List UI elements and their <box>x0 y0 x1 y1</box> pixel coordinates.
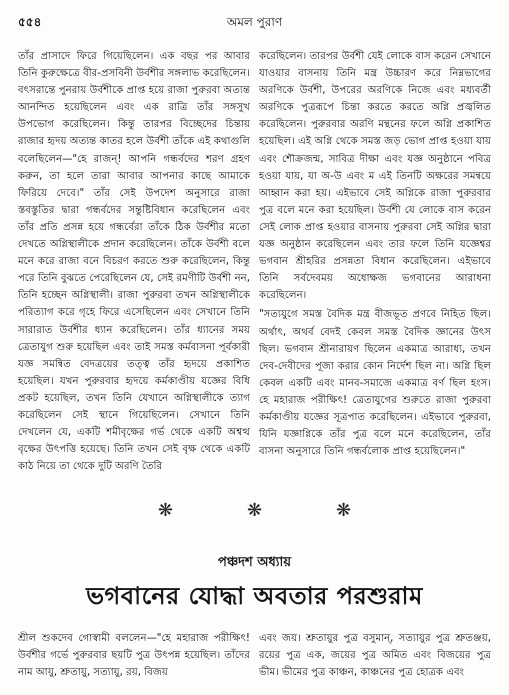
chapter-text-columns <box>18 630 491 690</box>
running-title: অমল পুরাণ <box>226 15 283 29</box>
right-column-paragraph-1: করেছিলেন। তারপর উর্বশী যেই লোকে বাস করেন সেখানে যাওয়ার বাসনায় তিনি মন্ত্র উচ্চারণ করে নিম্নভাগের অরণিকে উর্বশী, উপরের অরণিকে নিজে এবং মধ্যবর্তী অরণিকে পুত্ররূপে চিন্তা করতে করতে অগ্নি প্রজ্বলিত করেছিলেন। পুরুরবার অরণি মন্থনের ফলে অগ্নি প্রকাশিত হয়েছিল। এই অগ্নি থেকে সমস্ত জড় ভোগ প্রাপ্ত হওয়া যায় এবং শৌক্রজন্ম, সাবিত্র দীক্ষা এবং যজ্ঞ অনুষ্ঠানে পবিত্র হওয়া যায়, যা অ-উ এবং ম এই তিনটি অক্ষরের সমন্বয়ে আহ্বান করা হয়। এইভাবে সেই অগ্নিকে রাজা পুরুরবার পুত্র বলে মনে করা হয়েছিল। উর্বশী যে লোকে বাস করেন সেই লোক প্রাপ্ত হওয়ার বাসনায় পুরুরবা সেই অগ্নির দ্বারা যজ্ঞ অনুষ্ঠান করেছিলেন এবং তার ফলে তিনি যজ্ঞেশ্বর ভগবান শ্রীহরির প্রসন্নতা বিধান করেছিলেন। এইভাবে তিনি সর্বদেবময় অধোক্ষজ ভগবানের আরাধনা করেছিলেন। <box>259 51 491 302</box>
left-column-text: তাঁর প্রাসাদে ফিরে গিয়েছিলেন। এক বছর পর আবার তিনি কুরুক্ষেত্রে বীর-প্রসবিনী উর্বশীর সঙ্গলাভ করেছিলেন। বৎসরান্তে পুনরায় উর্বশীকে প্রাপ্ত হয়ে রাজা পুরুরবা অত্যন্ত আনন্দিত হয়েছিলেন এবং এক রাত্রি তাঁর সঙ্গসুখ উপভোগ করেছিলেন। কিন্তু তারপর বিচ্ছেদের চিন্তায় রাজার হৃদয় অত্যন্ত কাতর হলে উর্বশী তাঁকে এই কথাগুলি বলেছিলেন—"হে রাজন্! আপনি গন্ধর্বদের শরণ গ্রহণ করুন, তা হলে তারা আবার আপনার কাছে আমাকে ফিরিয়ে দেবে।" তাঁর সেই উপদেশ অনুসারে রাজা স্তবস্তুতির দ্বারা গন্ধর্বদের সন্তুষ্টিবিধান করেছিলেন এবং তাঁর প্রতি প্রসন্ন হয়ে গন্ধর্বেরা তাঁকে ঠিক উর্বশীর মতো দেখতে অগ্নিস্থালীকে প্রদান করেছিলেন। তাঁকে উর্বশী বলে মনে করে রাজা বনে বিচরণ করতে শুরু করেছিলেন, কিন্তু পরে তিনি বুঝতে পেরেছিলেন যে, সেই রমণীটি উর্বশী নন, তিনি হচ্ছেন অগ্নিস্থালী। রাজা পুরুরবা তখন অগ্নিস্থালীকে পরিত্যাগ করে গৃহে ফিরে এসেছিলেন এবং সেখানে তিনি সারারাত উর্বশীর ধ্যান করেছিলেন। তাঁর ধ্যানের সময় ত্রেতাযুগ শুরু হয়েছিল এবং তাই সমস্ত কর্মবাসনা পূর্বকারী যজ্ঞ সমন্বিত বেদত্রয়ের তত্ত্ব তাঁর হৃদয়ে প্রকাশিত হয়েছিল। যখন পুরুরবার হৃদয়ে কর্মকাণ্ডীয় যজ্ঞের বিধি প্রকট হয়েছিল, তখন তিনি যেখানে অগ্নিস্থালীকে ত্যাগ করেছিলেন সেই স্থানে গিয়েছিলেন। সেখানে তিনি দেখলেন যে, একটি শমীবৃক্ষের গর্ভ থেকে একটি অশ্বত্থ বৃক্ষের উৎপত্তি হয়েছে। তিনি তখন সেই বৃক্ষ থেকে একটি কাঠ নিয়ে তা থেকে দুটি অরণি তৈরি <box>18 51 250 473</box>
page-number: ৫৫৪ <box>18 15 42 29</box>
ornament-icon: ❋ <box>157 500 173 521</box>
right-column <box>259 48 491 495</box>
chapter-left-text: শ্রীল শুকদেব গোস্বামী বললেন—"হে মহারাজ পরীক্ষিৎ! উর্বশীর গর্ভে পুরুরবার ছয়টি পুত্র উৎপন্ন হয়েছিল। তাঁদের নাম আয়ু, শ্রুতায়ু, সত্যায়ু, রয়, বিজয় <box>18 633 250 678</box>
page-header <box>18 14 491 34</box>
chapter-right-text: এবং জয়। শ্রুতায়ুর পুত্র বসুমান্, সত্যায়ুর পুত্র শ্রুতঞ্জয়, রয়ের পুত্র এক, জয়ের পুত্র অমিত এবং বিজয়ের পুত্র ভীম। ভীমের পুত্র কাঞ্চন, কাঞ্চনের পুত্র হোত্রক এবং <box>259 633 491 678</box>
chapter-number: পঞ্চদশ অধ্যায় <box>218 555 291 570</box>
section-divider <box>0 500 509 520</box>
chapter-right-column <box>259 630 491 690</box>
left-column <box>18 48 250 495</box>
main-text-columns <box>18 48 491 495</box>
chapter-left-column <box>18 630 250 690</box>
right-column-paragraph-2: "সত্যযুগে সমস্ত বৈদিক মন্ত্র বীজভূত প্রণবে নিহিত ছিল। অর্থাৎ, অথর্ব বেদই কেবল সমস্ত বৈদিক জ্ঞানের উৎস ছিল। ভগবান শ্রীনারায়ণ ছিলেন একমাত্র আরাধ্য, তখন দেব-দেবীদের পূজা করার কোন নির্দেশ ছিল না। অগ্নি ছিল কেবল একটি এবং মানব-সমাজে একমাত্র বর্ণ ছিল হংস। হে মহারাজ পরীক্ষিৎ! ত্রেতাযুগের শুরুতে রাজা পুরুরবা কর্মকাণ্ডীয় যজ্ঞের সূত্রপাত করেছিলেন। এইভাবে পুরুরবা, যিনি যজ্ঞাগ্নিকে তাঁর পুত্র বলে মনে করেছিলেন, তাঁর বাসনা অনুসারে তিনি গন্ধর্বলোক প্রাপ্ত হয়েছিলেন।" <box>259 309 491 458</box>
ornament-icon: ❋ <box>246 500 263 521</box>
ornament-icon: ❋ <box>336 500 352 521</box>
chapter-title: ভগবানের যোদ্ধা অবতার পরশুরাম <box>86 582 423 610</box>
